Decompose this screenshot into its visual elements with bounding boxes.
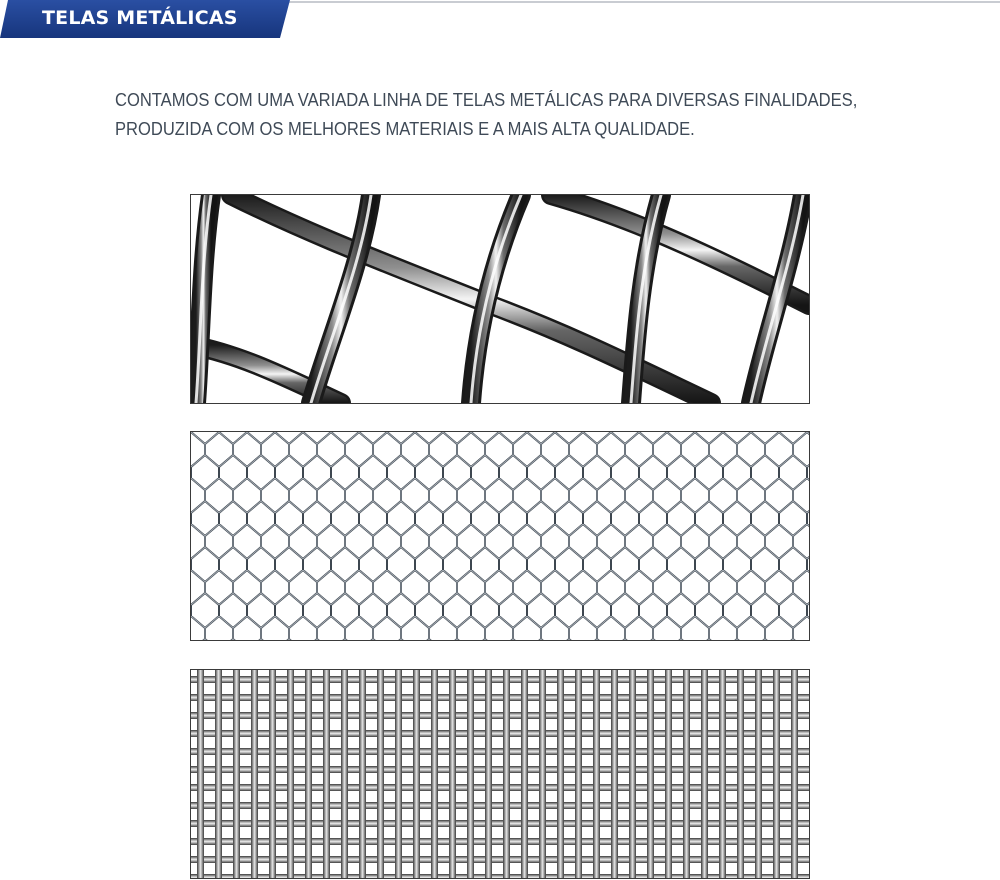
tela-hexagonal-image xyxy=(190,431,810,641)
tela-quadrada-image xyxy=(190,669,810,879)
tela-ondulada-image xyxy=(190,194,810,404)
intro-paragraph xyxy=(115,86,858,144)
page-title: TELAS METÁLICAS xyxy=(42,7,238,29)
intro-line-2: PRODUZIDA COM OS MELHORES MATERIAIS E A MAIS ALTA QUALIDADE. xyxy=(115,119,695,139)
intro-line-1: CONTAMOS COM UMA VARIADA LINHA DE TELAS METÁLICAS PARA DIVERSAS FINALIDADES, xyxy=(115,90,858,110)
section-banner xyxy=(0,0,290,38)
header-rule xyxy=(280,1,1000,3)
